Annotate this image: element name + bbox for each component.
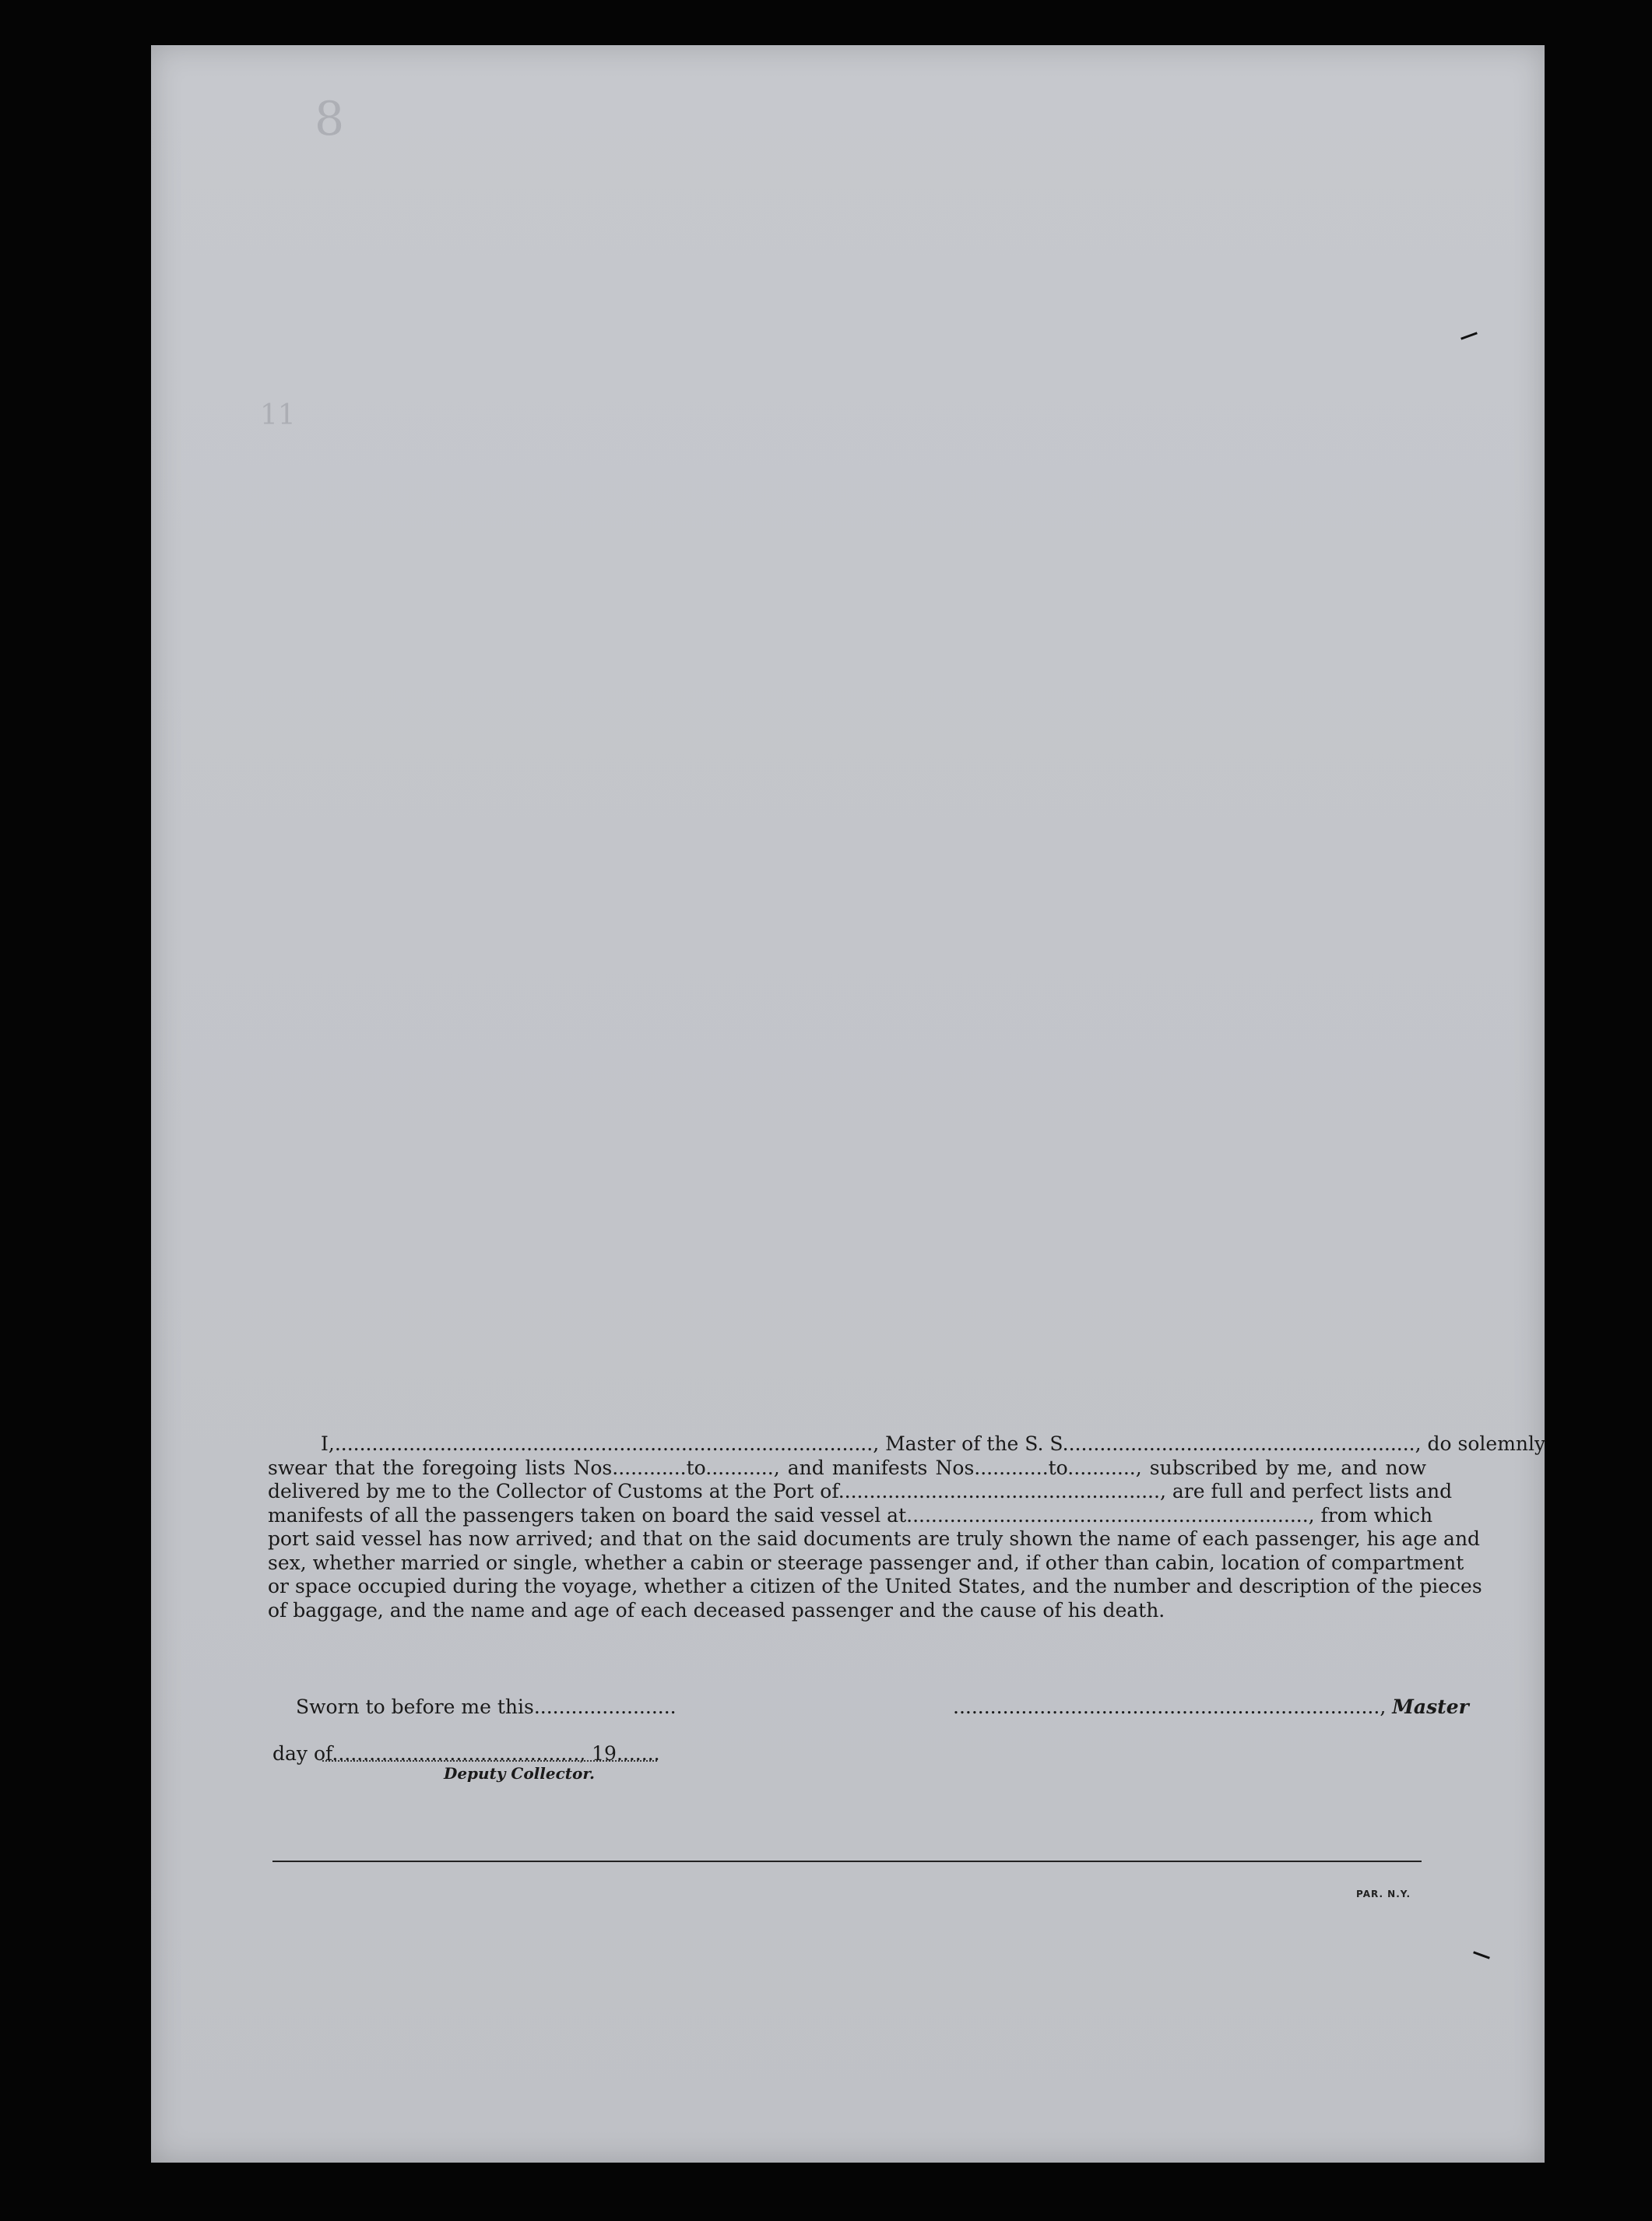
deputy-collector-label: Deputy Collector. — [443, 1764, 595, 1783]
bleed-through-mark: 11 — [260, 399, 296, 431]
printer-mark: PAR. N.Y. — [1356, 1889, 1411, 1899]
oath-line: delivered by me to the Collector of Customs at the Port of...................................................., are full and perfect lists and — [268, 1480, 1453, 1502]
oath-line: or space occupied during the voyage, whether a citizen of the United States, and the number and description of the pieces — [268, 1575, 1482, 1597]
sworn-before-line: Sworn to before me this....................... — [296, 1696, 677, 1718]
oath-line: I,......................................................................................., Master of the S. S........................................................., do solemnly — [321, 1432, 1546, 1455]
oath-line: sex, whether married or single, whether a cabin or steerage passenger and, if other than cabin, location of compartment — [268, 1551, 1464, 1574]
master-oath-paragraph — [268, 1432, 1546, 1622]
master-signature-dots: ....................................................................., — [953, 1696, 1393, 1718]
oath-line: manifests of all the passengers taken on board the said vessel at................................................................., from which — [268, 1503, 1433, 1527]
day-of-line: day of........................................, 19....... — [272, 1742, 660, 1765]
deputy-signature-line — [322, 1760, 657, 1762]
oath-line: of baggage, and the name and age of each deceased passenger and the cause of his death. — [268, 1598, 1165, 1622]
oath-line: swear that the foregoing lists Nos............to..........., and manifests Nos............to..........., subscribed by me, and now — [268, 1456, 1426, 1479]
bleed-through-mark: 8 — [315, 92, 345, 146]
document-sheet — [151, 45, 1545, 2163]
footer-rule — [272, 1861, 1422, 1862]
oath-line: port said vessel has now arrived; and that on the said documents are truly shown the name of each passenger, his age and — [268, 1527, 1481, 1550]
master-signature-line — [953, 1696, 1469, 1718]
master-label: Master — [1392, 1696, 1469, 1718]
